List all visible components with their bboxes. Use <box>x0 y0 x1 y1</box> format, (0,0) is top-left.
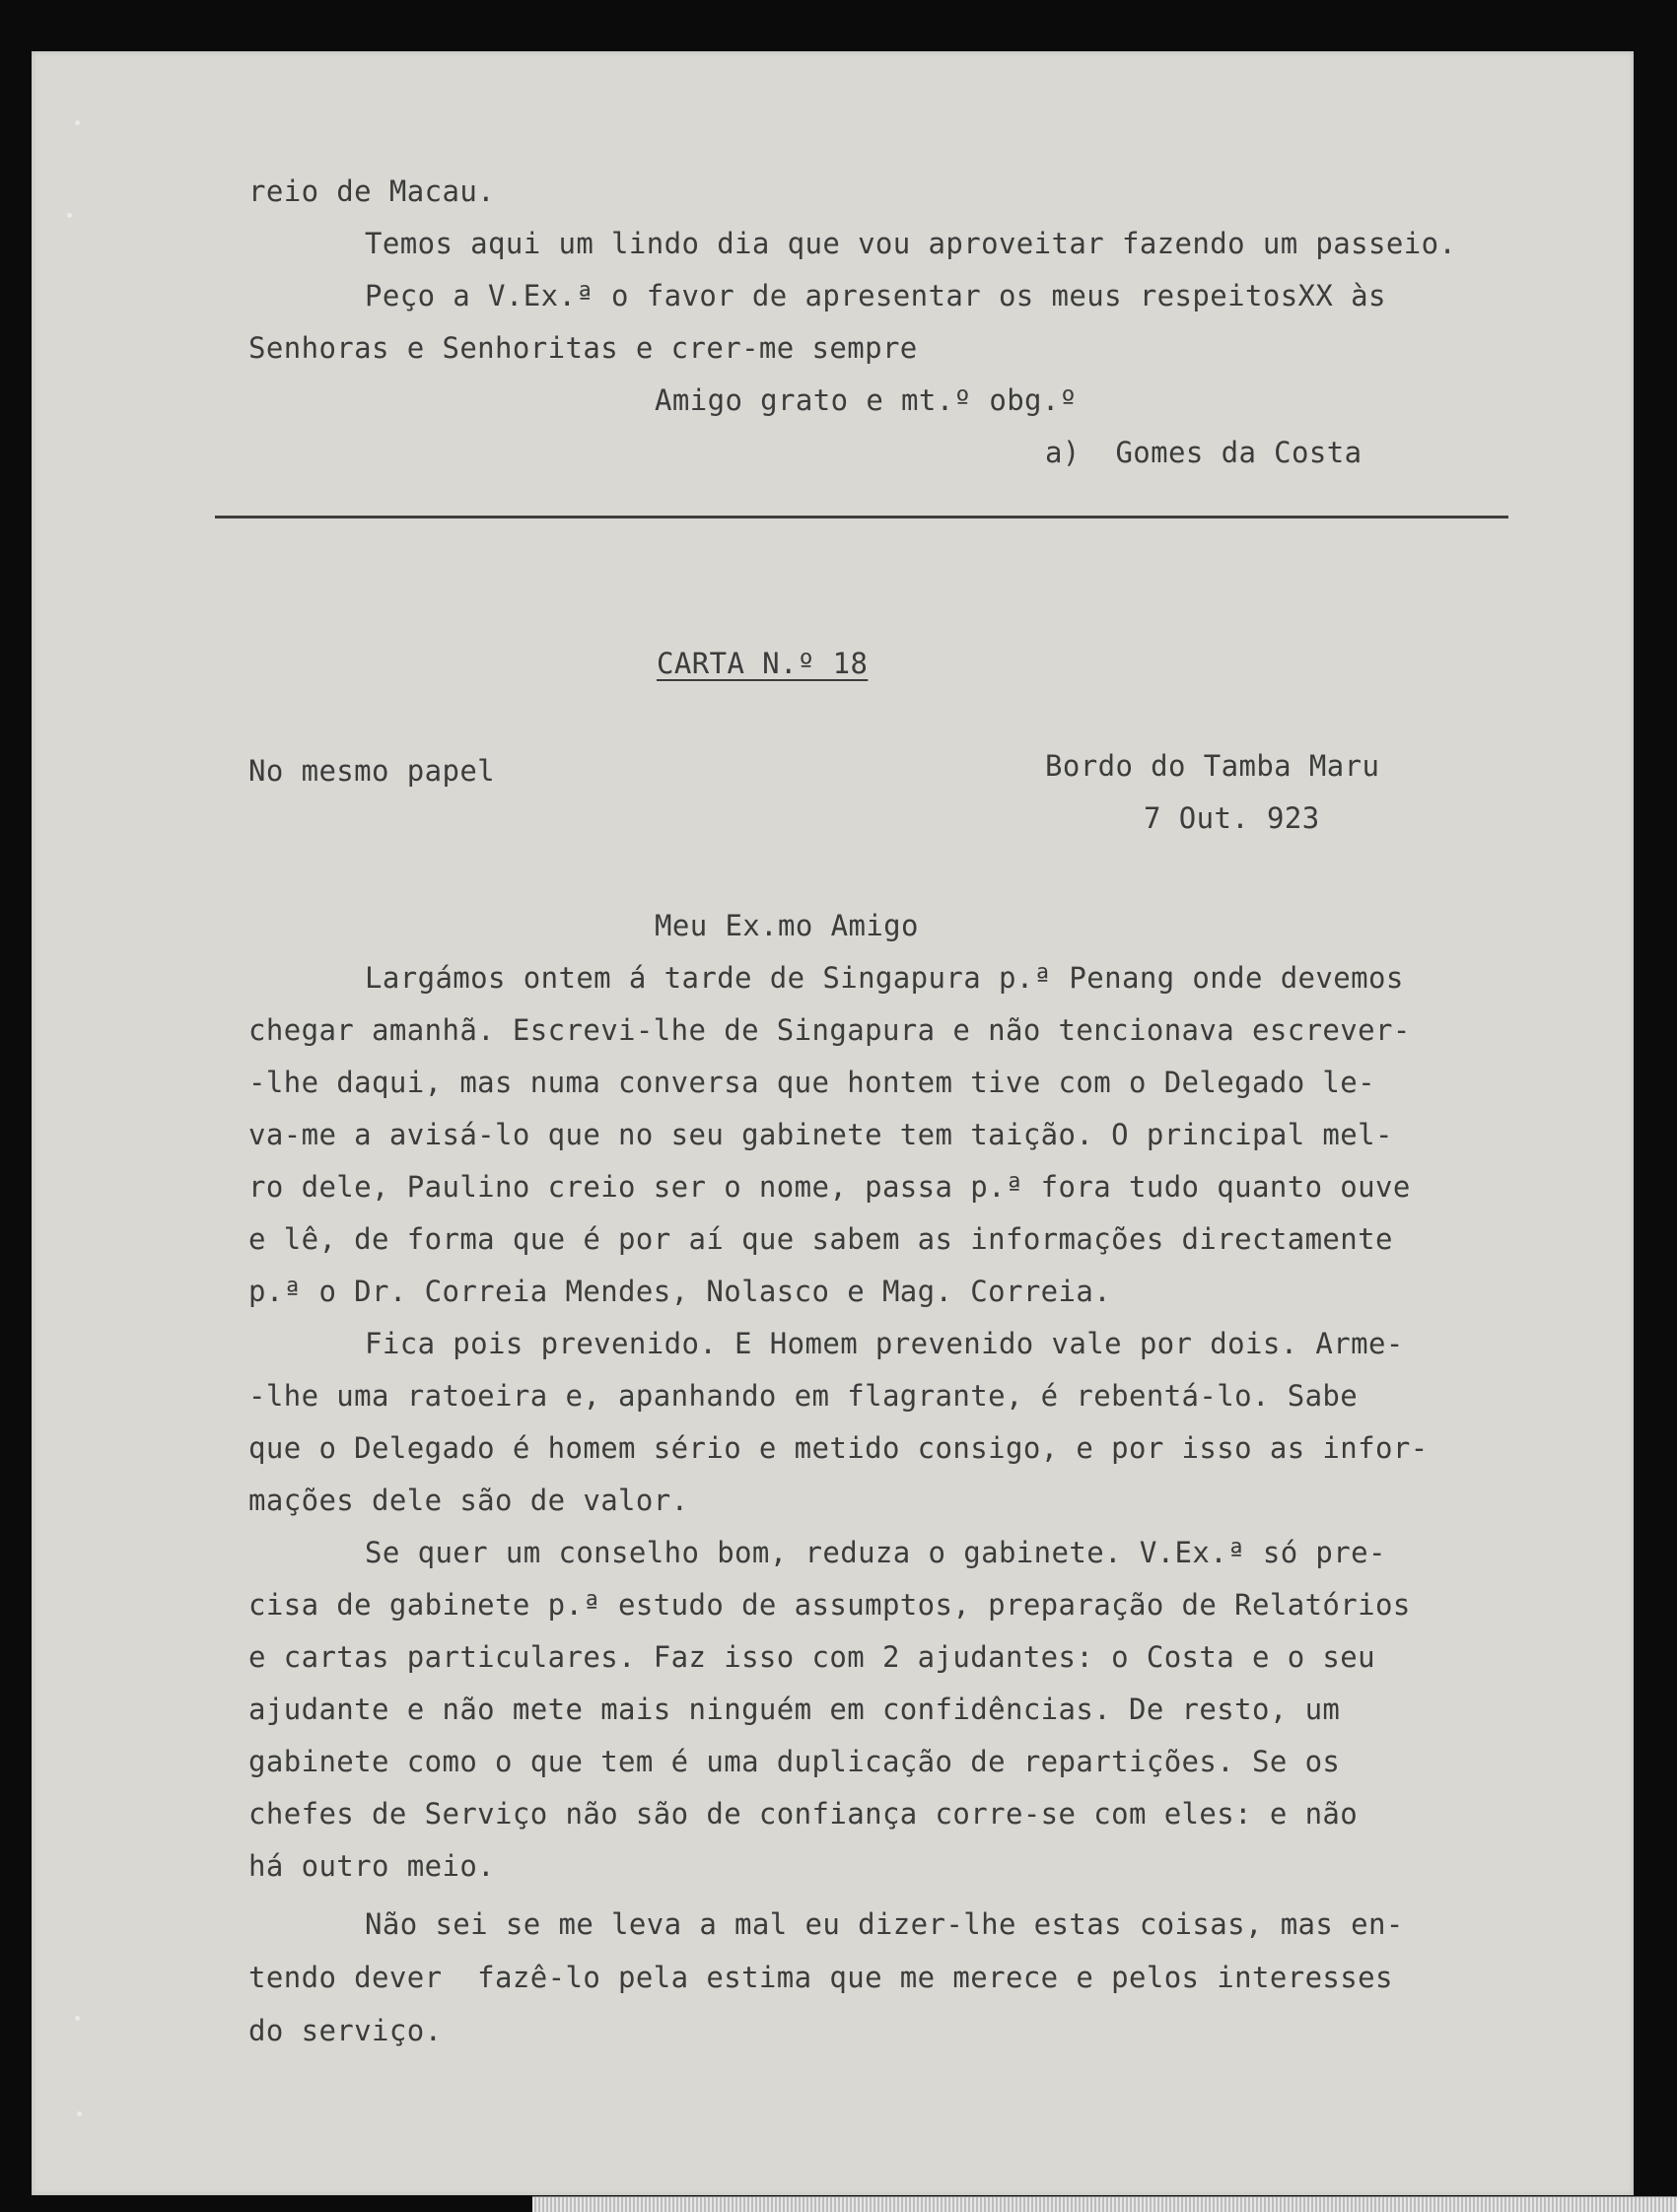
body-line: cisa de gabinete p.ª estudo de assumptos, preparação de Relatórios <box>248 1588 1411 1622</box>
text-line: Peço a V.Ex.ª o favor de apresentar os meus respeitosXX às <box>365 279 1386 312</box>
scan-scale-strip <box>532 2196 1677 2212</box>
letter-heading: CARTA N.º 18 <box>657 647 869 680</box>
body-line: p.ª o Dr. Correia Mendes, Nolasco e Mag. Correia. <box>248 1275 1112 1308</box>
letter-place: Bordo do Tamba Maru <box>1045 749 1380 783</box>
body-line: e cartas particulares. Faz isso com 2 ajudantes: o Costa e o seu <box>248 1640 1376 1674</box>
body-line: que o Delegado é homem sério e metido consigo, e por isso as infor- <box>248 1431 1429 1465</box>
body-line: chefes de Serviço não são de confiança corre-se com eles: e não <box>248 1797 1359 1831</box>
margin-mark <box>75 120 80 125</box>
body-line: mações dele são de valor. <box>248 1484 689 1517</box>
margin-mark <box>77 2111 82 2116</box>
body-line: Fica pois prevenido. E Homem prevenido vale por dois. Arme- <box>365 1327 1404 1360</box>
body-line: Largámos ontem á tarde de Singapura p.ª Penang onde devemos <box>365 961 1404 995</box>
salutation: Meu Ex.mo Amigo <box>655 909 919 942</box>
body-line: chegar amanhã. Escrevi-lhe de Singapura e não tencionava escrever- <box>248 1013 1411 1047</box>
margin-mark <box>67 213 72 218</box>
section-divider <box>215 516 1508 518</box>
body-line: ro dele, Paulino creio ser o nome, passa p.ª fora tudo quanto ouve <box>248 1170 1411 1204</box>
body-line: e lê, de forma que é por aí que sabem as informações directamente <box>248 1222 1393 1256</box>
body-line: gabinete como o que tem é uma duplicação de repartições. Se os <box>248 1745 1341 1778</box>
body-line: Não sei se me leva a mal eu dizer-lhe estas coisas, mas en- <box>365 1907 1404 1941</box>
body-line: -lhe daqui, mas numa conversa que hontem tive com o Delegado le- <box>248 1066 1376 1099</box>
text-line: reio de Macau. <box>248 174 496 208</box>
closing-line: Amigo grato e mt.º obg.º <box>655 383 1078 417</box>
margin-mark <box>75 2016 80 2021</box>
letter-note: No mesmo papel <box>248 754 496 788</box>
body-line: tendo dever fazê-lo pela estima que me merece e pelos interesses <box>248 1961 1393 1994</box>
letter-date: 7 Out. 923 <box>1144 801 1320 835</box>
text-line: Senhoras e Senhoritas e crer-me sempre <box>248 331 918 365</box>
body-line: va-me a avisá-lo que no seu gabinete tem taição. O principal mel- <box>248 1118 1393 1151</box>
body-line: -lhe uma ratoeira e, apanhando em flagrante, é rebentá-lo. Sabe <box>248 1379 1359 1413</box>
body-line: do serviço. <box>248 2014 443 2047</box>
text-line: Temos aqui um lindo dia que vou aproveitar fazendo um passeio. <box>365 227 1457 260</box>
body-line: ajudante e não mete mais ninguém em confidências. De resto, um <box>248 1693 1341 1726</box>
body-line: há outro meio. <box>248 1849 496 1883</box>
body-line: Se quer um conselho bom, reduza o gabinete. V.Ex.ª só pre- <box>365 1536 1386 1569</box>
signature-line: a) Gomes da Costa <box>1045 436 1363 469</box>
